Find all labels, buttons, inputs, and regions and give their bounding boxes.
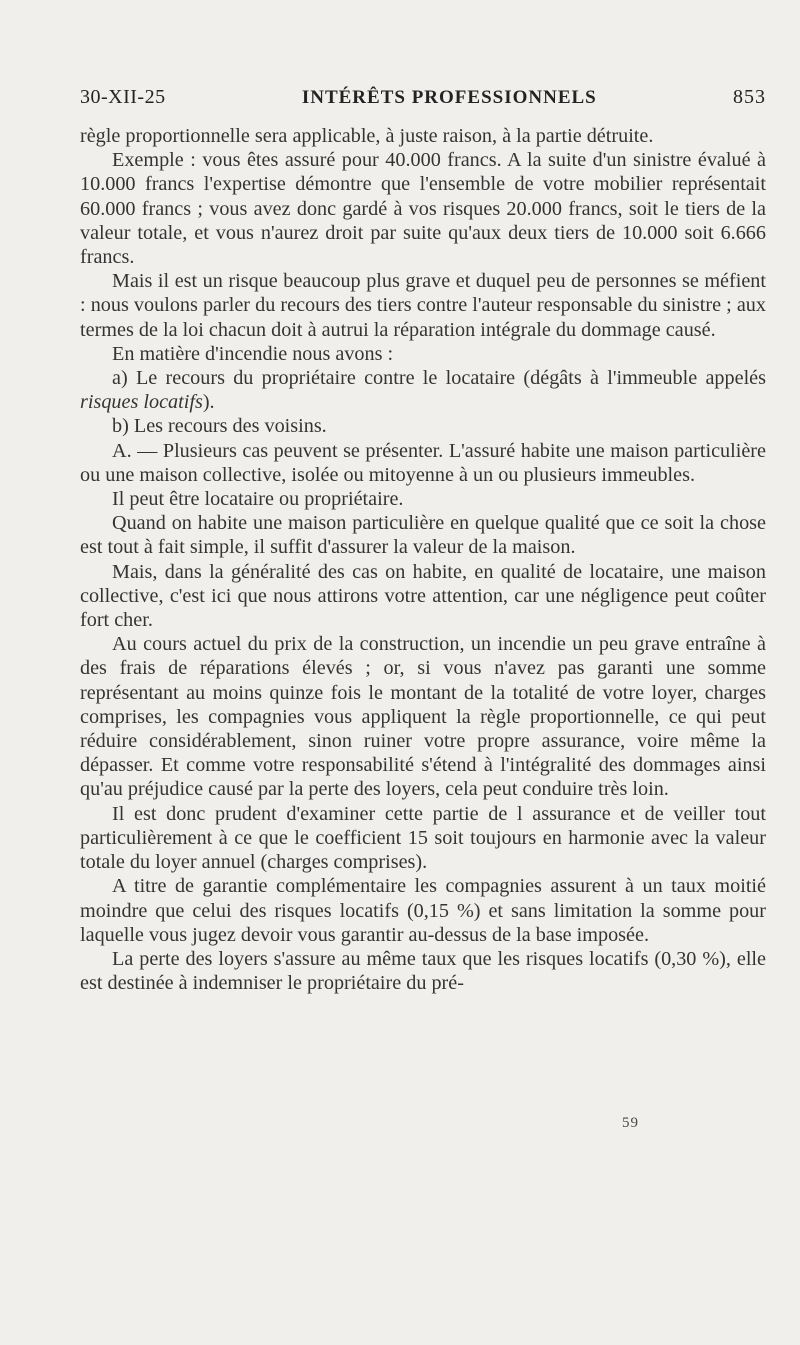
header-title: INTÉRÊTS PROFESSIONNELS: [301, 87, 597, 108]
paragraph-intro-list: En matière d'incendie nous avons :: [112, 342, 394, 365]
paragraph-cases: A. — Plusieurs cas peuvent se présenter. L'assuré habite une maison particulière ou une maison collective, isolée ou mitoyenne à un ou plusieurs immeubles.: [80, 439, 766, 486]
paragraph-private-house: Quand on habite une maison particulière en quelque qualité que ce soit la chose est tout à fait simple, il suffit d'assurer la valeur de la maison.: [80, 512, 766, 559]
paragraph-continuation: règle proportionnelle sera applicable, à juste raison, à la partie détruite.: [80, 125, 654, 147]
page-number: 853: [733, 86, 766, 108]
header-date: 30-XII-25: [80, 86, 166, 108]
list-item-b: b) Les recours des voisins.: [112, 415, 327, 438]
list-item-a-italic: risques locatifs: [80, 391, 203, 414]
paragraph-guarantee: A titre de garantie complémentaire les compagnies assurent à un taux moitié moindre que celui des risques locatifs (0,15 %) et sans limitation la somme pour laquelle vous jugez devoir vous garantir au-dessus de la base imposée.: [80, 875, 766, 946]
signature-mark: 59: [622, 1115, 639, 1131]
paragraph-prudence: Il est donc prudent d'examiner cette partie de l assurance et de veiller tout particulièrement à ce que le coefficient 15 soit toujours en harmonie avec la valeur totale du loyer annuel (charges comprises).: [80, 802, 766, 874]
paragraph-example: Exemple : vous êtes assuré pour 40.000 francs. A la suite d'un sinistre évalué à 10.000 francs l'expertise démontre que l'ensemble de votre mobilier représentait 60.000 francs ; vous avez donc gardé à vos risques 20.000 francs, soit le tiers de la valeur totale, et vous n'aurez droit par suite qu'aux deux tiers de 10.000 soit 6.666 francs.: [80, 149, 766, 269]
running-header: [80, 86, 766, 114]
paragraph-collective-house: Mais, dans la généralité des cas on habite, en qualité de locataire, une maison collective, c'est ici que nous attirons votre attention, car une négligence peut coûter fort cher.: [80, 560, 766, 632]
paragraph-rent-loss: La perte des loyers s'assure au même taux que les risques locatifs (0,30 %), elle est destinée à indemniser le propriétaire du pré-: [80, 947, 766, 995]
paragraph-risk: Mais il est un risque beaucoup plus grave et duquel peu de personnes se méfient : nous voulons parler du recours des tiers contre l'auteur responsable du sinistre ; aux termes de la loi chacun doit à autrui la réparation intégrale du dommage causé.: [80, 270, 766, 341]
list-item-a-tail: ).: [202, 391, 215, 414]
paragraph-tenant-owner: Il peut être locataire ou propriétaire.: [112, 488, 404, 511]
list-item-a: [80, 366, 766, 414]
body-text: [80, 124, 766, 995]
list-item-a-lead: a) Le recours du propriétaire contre le locataire (dégâts à l'immeuble appelés: [112, 367, 766, 390]
paragraph-construction-costs: Au cours actuel du prix de la construction, un incendie un peu grave entraîne à des frais de réparations élevés ; or, si vous n'avez pas garanti une somme représentant au moins quinze fois le montant de la totalité de votre loyer, charges comprises, les compagnies vous appliquent la règle proportionnelle, ce qui peut réduire considérablement, sinon ruiner votre propre assurance, voire même la dépasser. Et comme votre responsabilité s'étend à l'intégralité des dommages ainsi qu'au préjudice causé par la perte des loyers, cela peut conduire très loin.: [80, 633, 766, 801]
